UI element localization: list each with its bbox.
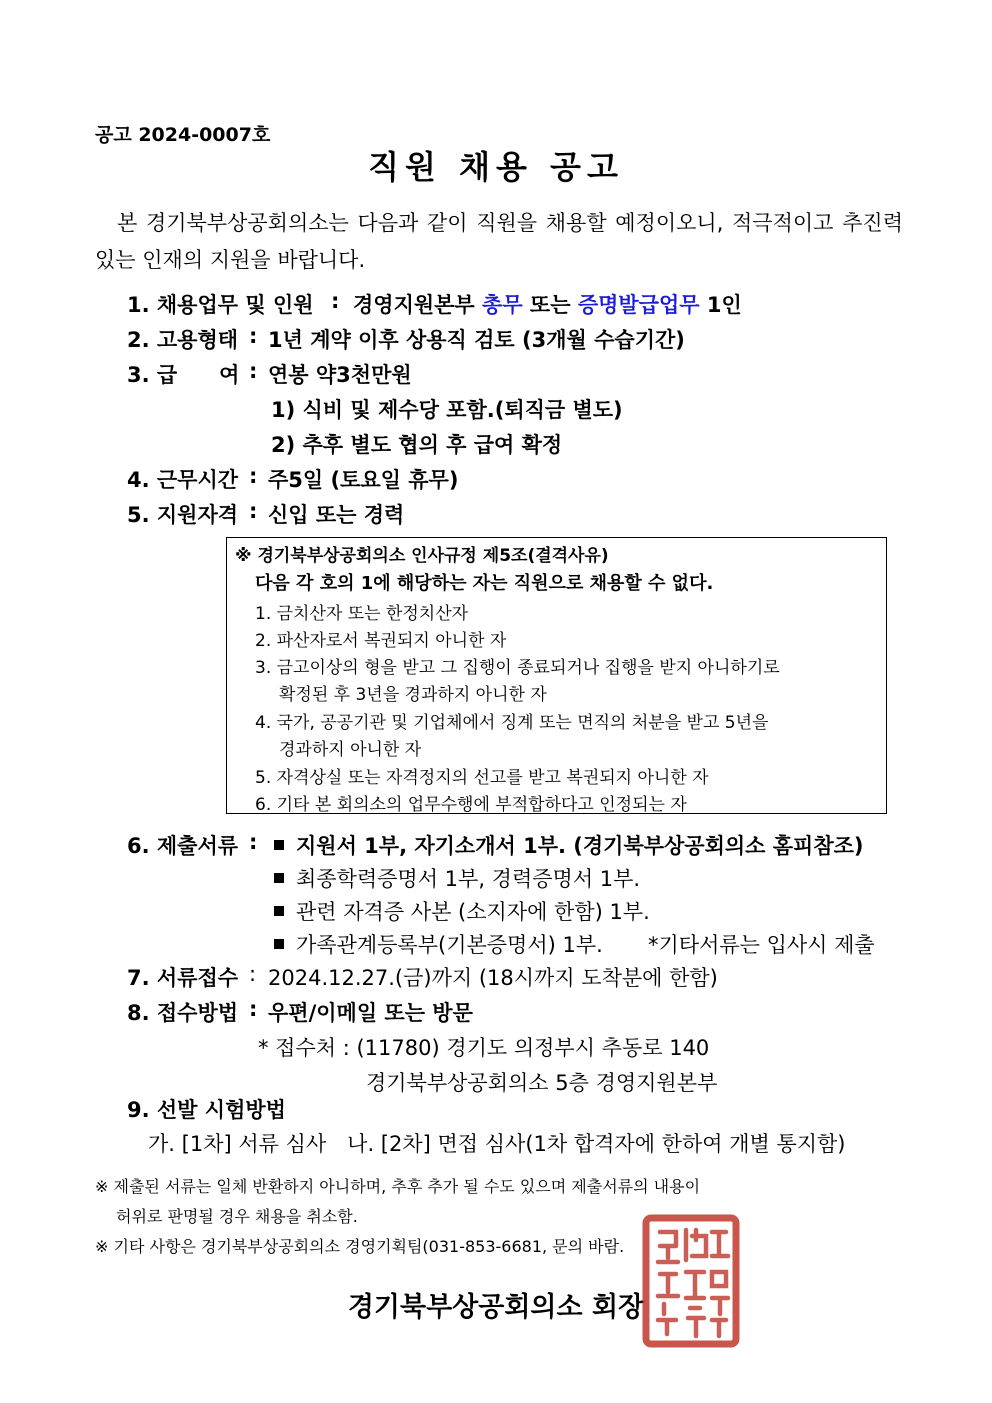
item-8-address-2: 경기북부상공회의소 5층 경영지원본부 [366,1071,718,1095]
item-2-sep: : [249,324,258,348]
item-6-label: 6. 제출서류 [127,834,239,858]
disq-lead: 다음 각 호의 1에 해당하는 자는 직원으로 채용할 수 없다. [255,573,714,594]
square-bullet-icon [274,840,284,850]
item-5-sep: : [249,499,258,523]
item-1-post: 1인 [706,293,742,317]
item-3-sub-2: 2) 추후 별도 협의 후 급여 확정 [271,433,563,457]
item-3-sub-1: 1) 식비 및 제수당 포함.(퇴직금 별도) [271,398,623,422]
doc-item-4-note: *기타서류는 입사시 제출 [648,933,875,957]
intro-paragraph: 본 경기북부상공회의소는 다음과 같이 직원을 채용할 예정이오니, 적극적이고 추진력 있는 인재의 지원을 바랍니다. [95,211,903,272]
square-bullet-icon [274,873,284,883]
item-8-value: 우편/이메일 또는 방문 [268,1001,473,1025]
notice-number: 공고 2024-0007호 [95,124,271,146]
item-1-mid: 또는 [529,293,571,317]
item-8-label: 8. 접수방법 [127,1001,239,1025]
doc-item-1: 지원서 1부, 자기소개서 1부. (경기북부상공회의소 홈피참조) [274,830,864,860]
item-6-sep: : [249,830,258,854]
issuer-signature: 경기북부상공회의소 회장 [347,1292,645,1323]
item-9-label: 9. 선발 시험방법 [127,1098,286,1122]
disq-item-4b: 경과하지 아니한 자 [279,740,422,760]
disq-item-3a: 3. 금고이상의 형을 받고 그 집행이 종료되거나 집행을 받지 아니하기로 [255,658,780,678]
item-7-label: 7. 서류접수 [127,966,239,990]
item-2-label: 2. 고용형태 [127,328,239,352]
square-bullet-icon [274,939,284,949]
disq-item-3b: 확정된 후 3년을 경과하지 아니한 자 [279,685,547,705]
disq-item-5: 5. 자격상실 또는 자격정지의 선고를 받고 복권되지 아니한 자 [255,768,709,788]
note-1a: ※ 제출된 서류는 일체 반환하지 아니하며, 추후 추가 될 수도 있으며 제출서류의 내용이 [95,1177,701,1196]
note-2: ※ 기타 사항은 경기북부상공회의소 경영기획팀(031-853-6681, 문의 바람. [95,1237,625,1256]
disq-item-1: 1. 금치산자 또는 한정치산자 [255,604,469,624]
item-8-address-1: * 접수처 : (11780) 경기도 의정부시 추동로 140 [258,1036,710,1060]
item-3-label: 3. 급 여 [127,363,240,387]
item-5-value: 신입 또는 경력 [268,503,405,527]
item-1-highlight-cert: 증명발급업무 [577,293,700,317]
disq-item-6: 6. 기타 본 회의소의 업무수행에 부적합하다고 인정되는 자 [255,795,687,815]
item-1-pre: 경영지원본부 [353,293,475,317]
disq-heading: ※ 경기북부상공회의소 인사규정 제5조(결격사유) [235,546,609,566]
square-bullet-icon [274,906,284,916]
doc-item-3: 관련 자격증 사본 (소지자에 한함) 1부. [274,896,650,926]
item-3-sep: : [249,359,258,383]
item-4-sep: : [249,464,258,488]
doc-item-2: 최종학력증명서 1부, 경력증명서 1부. [274,863,640,893]
disq-item-2: 2. 파산자로서 복권되지 아니한 자 [255,631,507,651]
item-4-label: 4. 근무시간 [127,468,239,492]
item-4-value: 주5일 (토요일 휴무) [268,468,459,492]
doc-item-4: 가족관계등록부(기본증명서) 1부. [274,929,603,959]
item-3-value: 연봉 약3천만원 [268,363,412,387]
disqualification-box [226,537,887,814]
item-7-value: 2024.12.27.(금)까지 (18시까지 도착분에 한함) [268,966,718,990]
item-1-value [353,289,742,319]
official-seal-icon [640,1212,742,1350]
item-7-sep: : [249,962,257,986]
disq-item-4a: 4. 국가, 공공기관 및 기업체에서 징계 또는 면직의 처분을 받고 5년을 [255,713,769,733]
item-1-sep: : [331,289,340,313]
item-9-value: 가. [1차] 서류 심사 나. [2차] 면접 심사(1차 합격자에 한하여 개별 통지함) [148,1132,846,1156]
item-2-value: 1년 계약 이후 상용직 검토 (3개월 수습기간) [268,328,685,352]
item-5-label: 5. 지원자격 [127,503,239,527]
item-1-highlight-general: 총무 [482,293,523,317]
item-1-label: 1. 채용업무 및 인원 [127,293,314,317]
item-8-sep: : [249,997,258,1021]
note-1b: 허위로 판명될 경우 채용을 취소함. [116,1207,358,1226]
page-title: 직원 채용 공고 [368,148,624,186]
